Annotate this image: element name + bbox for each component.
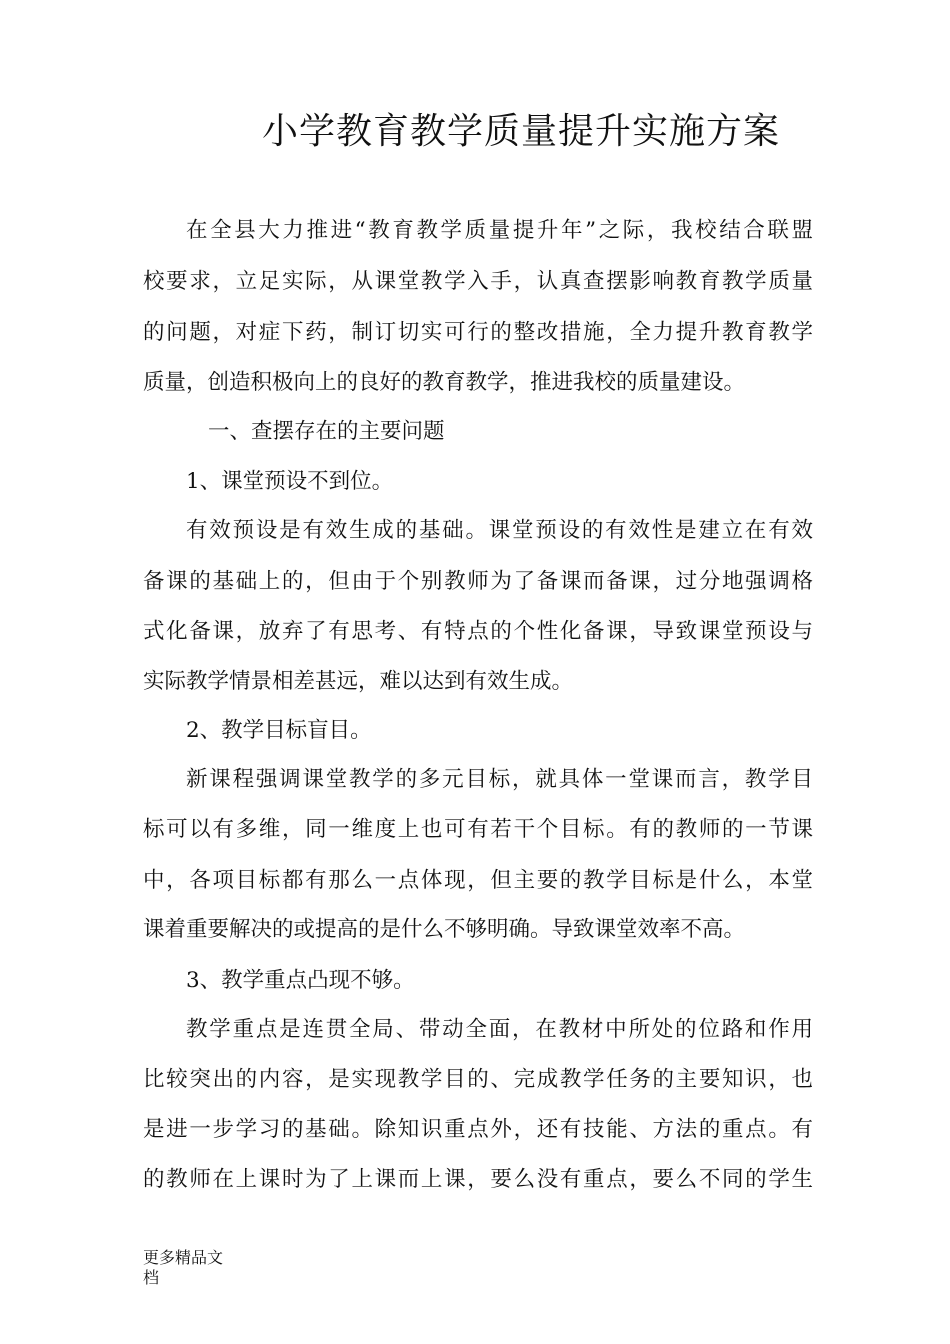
section-heading: 一、查摆存在的主要问题	[208, 419, 445, 444]
paragraph-line: 的问题，对症下药，制订切实可行的整改措施，全力提升教育教学	[143, 320, 813, 345]
paragraph-line: 标可以有多维，同一维度上也可有若干个目标。有的教师的一节课	[143, 817, 813, 842]
paragraph-line: 式化备课，放弃了有思考、有特点的个性化备课，导致课堂预设与	[143, 619, 813, 644]
paragraph-line: 教学重点是连贯全局、带动全面，在教材中所处的位路和作用	[186, 1017, 813, 1042]
paragraph-line: 备课的基础上的，但由于个别教师为了备课而备课，过分地强调格	[143, 569, 813, 594]
paragraph-line: 校要求，立足实际，从课堂教学入手，认真查摆影响教育教学质量	[143, 269, 813, 294]
paragraph-line: 比较突出的内容，是实现教学目的、完成教学任务的主要知识，也	[143, 1067, 813, 1092]
paragraph-line: 实际教学情景相差甚远，难以达到有效生成。	[143, 669, 574, 694]
paragraph-line: 课着重要解决的或提高的是什么不够明确。导致课堂效率不高。	[143, 917, 746, 942]
paragraph-line: 在全县大力推进“教育教学质量提升年”之际，我校结合联盟	[186, 218, 813, 243]
paragraph-line: 的教师在上课时为了上课而上课，要么没有重点，要么不同的学生	[143, 1167, 813, 1192]
paragraph-line: 中，各项目标都有那么一点体现，但主要的教学目标是什么，本堂	[143, 868, 813, 893]
item-heading: 1、课堂预设不到位。	[186, 469, 394, 494]
paragraph-line: 质量，创造积极向上的良好的教育教学，推进我校的质量建设。	[143, 370, 746, 395]
item-heading: 2、教学目标盲目。	[186, 718, 372, 743]
paragraph-line: 有效预设是有效生成的基础。课堂预设的有效性是建立在有效	[186, 518, 813, 543]
footer-note: 更多精品文档	[143, 1248, 224, 1287]
item-heading: 3、教学重点凸现不够。	[186, 968, 415, 993]
paragraph-line: 新课程强调课堂教学的多元目标，就具体一堂课而言，教学目	[186, 767, 813, 792]
document-title: 小学教育教学质量提升实施方案	[262, 111, 781, 152]
paragraph-line: 是进一步学习的基础。除知识重点外，还有技能、方法的重点。有	[143, 1117, 813, 1142]
